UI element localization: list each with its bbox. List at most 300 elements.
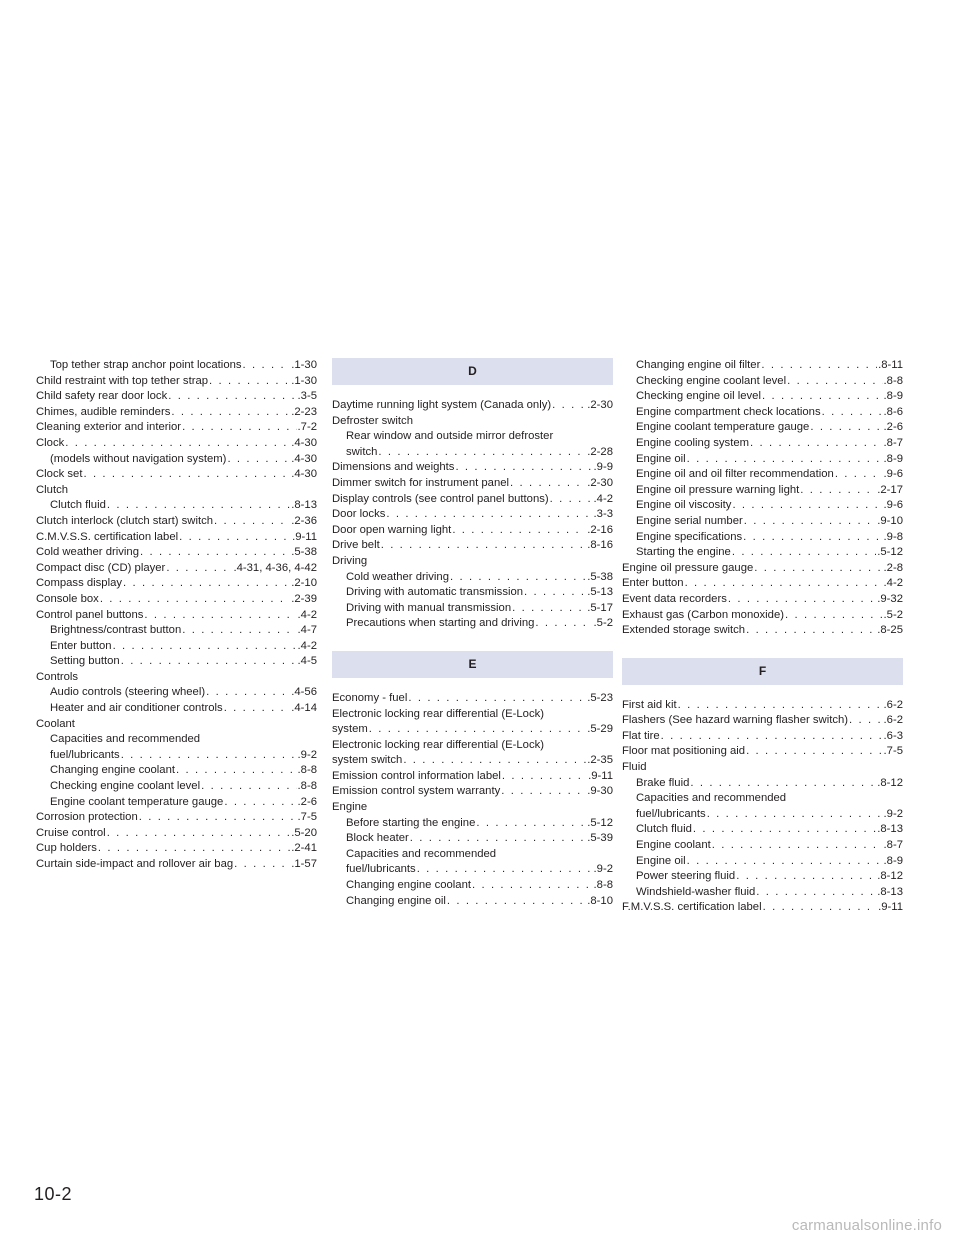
entry-title: Cold weather driving bbox=[346, 570, 449, 583]
entry-title: Clock bbox=[36, 436, 65, 449]
dot-leader bbox=[182, 420, 296, 436]
index-entry bbox=[36, 826, 317, 842]
entry-title: Control panel buttons bbox=[36, 608, 144, 621]
dot-leader bbox=[243, 358, 291, 374]
dot-leader bbox=[524, 585, 586, 601]
dot-leader bbox=[417, 862, 593, 878]
section-gap bbox=[332, 632, 613, 651]
dot-leader bbox=[378, 445, 586, 461]
index-entry bbox=[36, 592, 317, 608]
dot-leader bbox=[201, 779, 296, 795]
section-heading: F bbox=[622, 658, 903, 685]
entry-page: .4-30 bbox=[291, 436, 317, 449]
index-heading: Driving bbox=[332, 554, 368, 567]
entry-page: .9-30 bbox=[587, 785, 613, 798]
index-subentry bbox=[332, 816, 613, 832]
entry-title: Compass display bbox=[36, 577, 123, 590]
entry-page: .2-6 bbox=[297, 795, 317, 808]
dot-leader bbox=[743, 530, 882, 546]
entry-page: .7-5 bbox=[297, 811, 317, 824]
dot-leader bbox=[121, 748, 297, 764]
index-heading: Electronic locking rear differential (E-Lock) bbox=[332, 707, 545, 720]
entry-page: .5-20 bbox=[291, 826, 317, 839]
entry-page: .2-35 bbox=[587, 754, 613, 767]
dot-leader bbox=[107, 826, 291, 842]
entry-title: Changing engine coolant bbox=[346, 879, 471, 892]
index-subentry bbox=[36, 779, 317, 795]
entry-title: Display controls (see control panel buttons) bbox=[332, 492, 549, 505]
dot-leader bbox=[750, 436, 883, 452]
index-heading: Electronic locking rear differential (E-Lock) bbox=[332, 738, 545, 751]
index-subentry bbox=[622, 483, 903, 499]
index-subentry bbox=[36, 654, 317, 670]
dot-leader bbox=[144, 608, 296, 624]
entry-title: Child safety rear door lock bbox=[36, 390, 168, 403]
entry-page: .2-28 bbox=[587, 445, 613, 458]
entry-page: .5-2 bbox=[883, 608, 903, 621]
entry-title: system switch bbox=[332, 754, 403, 767]
entry-title: Audio controls (steering wheel) bbox=[50, 686, 206, 699]
index-entry bbox=[36, 389, 317, 405]
dot-leader bbox=[166, 561, 232, 577]
index-subentry bbox=[36, 358, 317, 374]
entry-title: Engine specifications bbox=[636, 530, 743, 543]
dot-leader bbox=[224, 701, 291, 717]
index-column-3 bbox=[622, 358, 903, 916]
index-subentry bbox=[622, 514, 903, 530]
dot-leader bbox=[550, 492, 593, 508]
index-heading: Engine bbox=[332, 801, 368, 814]
index-subentry bbox=[332, 831, 613, 847]
dot-leader bbox=[736, 869, 876, 885]
entry-page: .3-5 bbox=[297, 390, 317, 403]
index-entry bbox=[36, 576, 317, 592]
entry-title: Engine oil and oil filter recommendation bbox=[636, 468, 834, 481]
dot-leader bbox=[447, 894, 586, 910]
entry-page: .4-7 bbox=[297, 624, 317, 637]
index-entry bbox=[332, 476, 613, 492]
entry-title: Cold weather driving bbox=[36, 546, 139, 559]
index-subentry bbox=[622, 498, 903, 514]
entry-title: Setting button bbox=[50, 655, 120, 668]
entry-page: .4-2 bbox=[297, 608, 317, 621]
index-heading: Clutch bbox=[36, 483, 69, 496]
entry-page: .2-8 bbox=[883, 561, 903, 574]
section-gap bbox=[622, 639, 903, 658]
entry-title: fuel/lubricants bbox=[50, 748, 120, 761]
dot-leader bbox=[140, 545, 290, 561]
entry-page: .8-9 bbox=[883, 854, 903, 867]
entry-page: .7-5 bbox=[883, 745, 903, 758]
index-entry bbox=[332, 523, 613, 539]
entry-page: .9-6 bbox=[883, 468, 903, 481]
entry-page: .9-11 bbox=[878, 901, 903, 914]
entry-title: Cruise control bbox=[36, 826, 106, 839]
entry-title: Engine coolant temperature gauge bbox=[50, 795, 224, 808]
dot-leader bbox=[787, 374, 882, 390]
entry-page: .2-23 bbox=[291, 405, 317, 418]
entry-title: Windshield-washer fluid bbox=[636, 885, 756, 898]
entry-page: .8-25 bbox=[877, 624, 903, 637]
entry-title: First aid kit bbox=[622, 698, 677, 711]
dot-leader bbox=[746, 623, 876, 639]
index-entry bbox=[622, 592, 903, 608]
index-entry bbox=[622, 900, 903, 916]
watermark-link[interactable]: carmanualsonline.info bbox=[791, 1217, 942, 1234]
entry-page: .8-8 bbox=[593, 879, 613, 892]
index-entry bbox=[332, 538, 613, 554]
entry-page: .8-12 bbox=[877, 870, 903, 883]
dot-leader bbox=[712, 838, 883, 854]
entry-page: .5-12 bbox=[587, 816, 613, 829]
entry-title: Floor mat positioning aid bbox=[622, 745, 746, 758]
section-heading: D bbox=[332, 358, 613, 385]
index-subentry bbox=[332, 894, 613, 910]
index-heading: Fluid bbox=[622, 761, 647, 774]
entry-title: Compact disc (CD) player bbox=[36, 561, 166, 574]
entry-page: .9-32 bbox=[877, 592, 903, 605]
entry-page: .8-6 bbox=[883, 405, 903, 418]
entry-title: Engine serial number bbox=[636, 514, 743, 527]
entry-title: Driving with automatic transmission bbox=[346, 586, 524, 599]
index-subentry bbox=[622, 776, 903, 792]
dot-leader bbox=[690, 776, 876, 792]
entry-page: .4-2 bbox=[297, 639, 317, 652]
entry-title: C.M.V.S.S. certification label bbox=[36, 530, 179, 543]
entry-title: Economy - fuel bbox=[332, 691, 408, 704]
entry-page: .8-16 bbox=[587, 539, 613, 552]
entry-page: .8-8 bbox=[297, 764, 317, 777]
entry-page: .8-7 bbox=[883, 436, 903, 449]
dot-leader bbox=[476, 816, 586, 832]
entry-page: .4-31, 4-36, 4-42 bbox=[233, 561, 317, 574]
dot-leader bbox=[452, 523, 586, 539]
dot-leader bbox=[763, 900, 877, 916]
index-entry bbox=[36, 374, 317, 390]
dot-leader bbox=[206, 685, 290, 701]
entry-page: .3-3 bbox=[593, 508, 613, 521]
entry-page: .2-10 bbox=[291, 577, 317, 590]
entry-title: Flat tire bbox=[622, 729, 660, 742]
dot-leader bbox=[501, 784, 586, 800]
dot-leader bbox=[822, 405, 883, 421]
dot-leader bbox=[707, 807, 883, 823]
entry-page: .2-36 bbox=[291, 514, 317, 527]
entry-title: Chimes, audible reminders bbox=[36, 405, 171, 418]
index-subentry bbox=[622, 838, 903, 854]
entry-page: .4-14 bbox=[291, 702, 317, 715]
entry-title: Clock set bbox=[36, 468, 83, 481]
dot-leader bbox=[65, 436, 290, 452]
index-entry bbox=[622, 744, 903, 760]
index-subentry bbox=[332, 862, 613, 878]
entry-page: .8-11 bbox=[878, 359, 903, 371]
entry-page: .8-13 bbox=[877, 823, 903, 836]
index-subentry bbox=[36, 795, 317, 811]
entry-page: .2-30 bbox=[587, 399, 613, 411]
index-subentry bbox=[332, 585, 613, 601]
entry-title: Drive belt bbox=[332, 539, 380, 552]
dot-leader bbox=[687, 452, 883, 468]
dot-leader bbox=[785, 608, 883, 624]
entry-title: Emission control system warranty bbox=[332, 785, 501, 798]
entry-page: .8-13 bbox=[877, 885, 903, 898]
dot-leader bbox=[381, 538, 587, 554]
index-subentry bbox=[36, 701, 317, 717]
entry-title: fuel/lubricants bbox=[636, 807, 706, 820]
entry-title: Door locks bbox=[332, 508, 386, 521]
entry-page: .8-9 bbox=[883, 390, 903, 403]
index-entry bbox=[622, 576, 903, 592]
entry-page: .9-11 bbox=[588, 769, 613, 782]
entry-title: Brightness/contrast button bbox=[50, 624, 182, 637]
entry-page: .9-6 bbox=[883, 499, 903, 512]
index-entry bbox=[622, 561, 903, 577]
dot-leader bbox=[472, 878, 593, 894]
index-column-1 bbox=[36, 358, 317, 873]
entry-title: Emission control information label bbox=[332, 769, 501, 782]
entry-page: .6-2 bbox=[883, 698, 903, 711]
dot-leader bbox=[224, 795, 296, 811]
index-entry bbox=[332, 492, 613, 508]
dot-leader bbox=[762, 389, 883, 405]
dot-leader bbox=[410, 831, 586, 847]
entry-page: .5-39 bbox=[587, 832, 613, 845]
index-entry bbox=[36, 467, 317, 483]
entry-page: .4-30 bbox=[291, 468, 317, 481]
index-entry bbox=[332, 784, 613, 800]
index-subentry bbox=[622, 358, 903, 374]
index-subentry bbox=[622, 822, 903, 838]
dot-leader bbox=[182, 623, 296, 639]
entry-title: Flashers (See hazard warning flasher switch) bbox=[622, 714, 849, 727]
index-subentry bbox=[36, 685, 317, 701]
entry-page: .1-30 bbox=[291, 374, 317, 387]
dot-leader bbox=[744, 514, 876, 530]
index-entry bbox=[36, 436, 317, 452]
entry-title: Cup holders bbox=[36, 842, 97, 855]
entry-title: Driving with manual transmission bbox=[346, 601, 512, 614]
entry-title: Dimmer switch for instrument panel bbox=[332, 476, 510, 489]
index-entry bbox=[36, 405, 317, 421]
entry-title: Child restraint with top tether strap bbox=[36, 374, 209, 387]
dot-leader bbox=[168, 389, 296, 405]
index-subentry bbox=[36, 498, 317, 514]
entry-page: .9-2 bbox=[883, 807, 903, 820]
entry-page: .5-13 bbox=[587, 586, 613, 599]
index-subentry bbox=[622, 467, 903, 483]
entry-title: Engine oil viscosity bbox=[636, 499, 732, 512]
entry-page: .2-30 bbox=[587, 476, 613, 489]
index-subentry bbox=[622, 545, 903, 561]
index-entry bbox=[622, 713, 903, 729]
entry-page: .5-12 bbox=[877, 546, 903, 559]
dot-leader bbox=[835, 467, 883, 483]
dot-leader bbox=[234, 857, 290, 873]
entry-page: .4-5 bbox=[297, 655, 317, 668]
entry-title: Changing engine oil bbox=[346, 894, 446, 907]
dot-leader bbox=[502, 769, 587, 785]
entry-title: Cleaning exterior and interior bbox=[36, 421, 182, 434]
page-number: 10-2 bbox=[34, 1184, 73, 1204]
index-subentry bbox=[36, 639, 317, 655]
dot-leader bbox=[83, 467, 290, 483]
dot-leader bbox=[107, 498, 290, 514]
entry-page: .9-11 bbox=[292, 530, 317, 543]
entry-page: .2-39 bbox=[291, 592, 317, 605]
entry-title: Top tether strap anchor point locations bbox=[50, 359, 242, 371]
index-subheading: Capacities and recommended bbox=[346, 847, 497, 860]
entry-title: Engine oil pressure warning light bbox=[636, 483, 800, 496]
entry-title: switch bbox=[346, 445, 378, 458]
dot-leader bbox=[227, 452, 290, 468]
index-subheading: Capacities and recommended bbox=[636, 792, 787, 805]
index-subentry bbox=[622, 854, 903, 870]
dot-leader bbox=[800, 483, 876, 499]
dot-leader bbox=[685, 576, 883, 592]
index-entry bbox=[332, 722, 613, 738]
dot-leader bbox=[678, 698, 883, 714]
entry-page: .2-17 bbox=[877, 483, 903, 496]
entry-page: .8-7 bbox=[883, 839, 903, 852]
index-subentry bbox=[622, 885, 903, 901]
entry-page: .1-30 bbox=[291, 359, 317, 371]
index-entry bbox=[332, 398, 613, 414]
entry-title: Engine coolant bbox=[636, 839, 711, 852]
entry-title: Changing engine oil filter bbox=[636, 359, 761, 371]
index-entry bbox=[332, 507, 613, 523]
dot-leader bbox=[98, 841, 290, 857]
entry-title: Engine cooling system bbox=[636, 436, 750, 449]
index-entry bbox=[36, 857, 317, 873]
index-entry bbox=[622, 729, 903, 745]
entry-page: .1-57 bbox=[291, 858, 317, 870]
entry-title: Dimensions and weights bbox=[332, 461, 455, 474]
dot-leader bbox=[100, 592, 290, 608]
index-subentry bbox=[332, 570, 613, 586]
dot-leader bbox=[121, 654, 297, 670]
index-heading: Controls bbox=[36, 670, 79, 683]
entry-title: Clutch interlock (clutch start) switch bbox=[36, 514, 214, 527]
entry-page: .5-23 bbox=[587, 691, 613, 704]
entry-page: .4-2 bbox=[593, 492, 613, 505]
dot-leader bbox=[214, 514, 290, 530]
entry-page: .9-8 bbox=[883, 530, 903, 543]
entry-title: Starting the engine bbox=[636, 546, 731, 559]
entry-page: .4-2 bbox=[883, 577, 903, 590]
entry-page: .4-30 bbox=[291, 452, 317, 465]
dot-leader bbox=[728, 592, 876, 608]
dot-leader bbox=[535, 616, 592, 632]
index-heading: Coolant bbox=[36, 717, 75, 730]
entry-page: .2-41 bbox=[291, 842, 317, 855]
entry-title: Enter button bbox=[50, 639, 112, 652]
dot-leader bbox=[176, 763, 297, 779]
dot-leader bbox=[810, 420, 882, 436]
entry-title: Exhaust gas (Carbon monoxide) bbox=[622, 608, 785, 621]
entry-title: Before starting the engine bbox=[346, 816, 476, 829]
entry-page: .2-6 bbox=[883, 421, 903, 434]
entry-page: .9-9 bbox=[593, 461, 613, 474]
index-subentry bbox=[332, 445, 613, 461]
entry-title: Changing engine coolant bbox=[50, 764, 175, 777]
entry-title: Engine oil bbox=[636, 452, 686, 465]
entry-title: Clutch fluid bbox=[636, 823, 692, 836]
entry-page: .5-38 bbox=[291, 546, 317, 559]
entry-page: .5-29 bbox=[587, 723, 613, 736]
index-entry bbox=[36, 608, 317, 624]
entry-title: Engine oil bbox=[636, 854, 686, 867]
dot-leader bbox=[849, 713, 882, 729]
index-subentry bbox=[36, 623, 317, 639]
entry-title: system bbox=[332, 723, 368, 736]
index-subheading: Rear window and outside mirror defroster bbox=[346, 430, 554, 443]
entry-page: .4-56 bbox=[291, 686, 317, 699]
section-heading: E bbox=[332, 651, 613, 678]
index-subentry bbox=[622, 436, 903, 452]
entry-page: .9-2 bbox=[593, 863, 613, 876]
entry-page: .9-10 bbox=[877, 514, 903, 527]
entry-page: .8-13 bbox=[291, 499, 317, 512]
index-subentry bbox=[622, 452, 903, 468]
dot-leader bbox=[761, 358, 877, 374]
index-subentry bbox=[332, 616, 613, 632]
dot-leader bbox=[369, 722, 586, 738]
entry-page: .5-17 bbox=[587, 601, 613, 614]
entry-page: .8-10 bbox=[587, 894, 613, 907]
index-subentry bbox=[622, 420, 903, 436]
entry-title: Engine oil pressure gauge bbox=[622, 561, 754, 574]
index-column-2 bbox=[332, 358, 613, 909]
entry-title: Console box bbox=[36, 592, 99, 605]
index-subentry bbox=[36, 452, 317, 468]
dot-leader bbox=[408, 691, 586, 707]
entry-title: Enter button bbox=[622, 577, 684, 590]
dot-leader bbox=[687, 854, 883, 870]
index-subentry bbox=[622, 807, 903, 823]
index-entry bbox=[332, 460, 613, 476]
entry-title: Checking engine coolant level bbox=[636, 374, 787, 387]
dot-leader bbox=[113, 639, 297, 655]
index-entry bbox=[332, 691, 613, 707]
entry-title: Heater and air conditioner controls bbox=[50, 702, 223, 715]
entry-page: .7-2 bbox=[297, 421, 317, 434]
entry-title: Corrosion protection bbox=[36, 811, 138, 824]
entry-title: Daytime running light system (Canada only) bbox=[332, 399, 552, 411]
entry-page: .8-8 bbox=[883, 374, 903, 387]
index-entry bbox=[36, 530, 317, 546]
index-subentry bbox=[622, 405, 903, 421]
entry-page: .2-16 bbox=[587, 523, 613, 536]
index-subentry bbox=[332, 601, 613, 617]
index-subheading: Capacities and recommended bbox=[50, 733, 201, 746]
dot-leader bbox=[179, 530, 291, 546]
index-entry bbox=[36, 420, 317, 436]
dot-leader bbox=[756, 885, 876, 901]
dot-leader bbox=[510, 476, 586, 492]
entry-title: Clutch fluid bbox=[50, 499, 106, 512]
index-subentry bbox=[36, 763, 317, 779]
entry-title: Power steering fluid bbox=[636, 870, 736, 883]
dot-leader bbox=[552, 398, 586, 414]
index-entry bbox=[36, 810, 317, 826]
entry-title: Engine compartment check locations bbox=[636, 405, 821, 418]
entry-title: Block heater bbox=[346, 832, 409, 845]
index-entry bbox=[36, 545, 317, 561]
entry-page: .8-9 bbox=[883, 452, 903, 465]
entry-title: fuel/lubricants bbox=[346, 863, 416, 876]
dot-leader bbox=[171, 405, 290, 421]
